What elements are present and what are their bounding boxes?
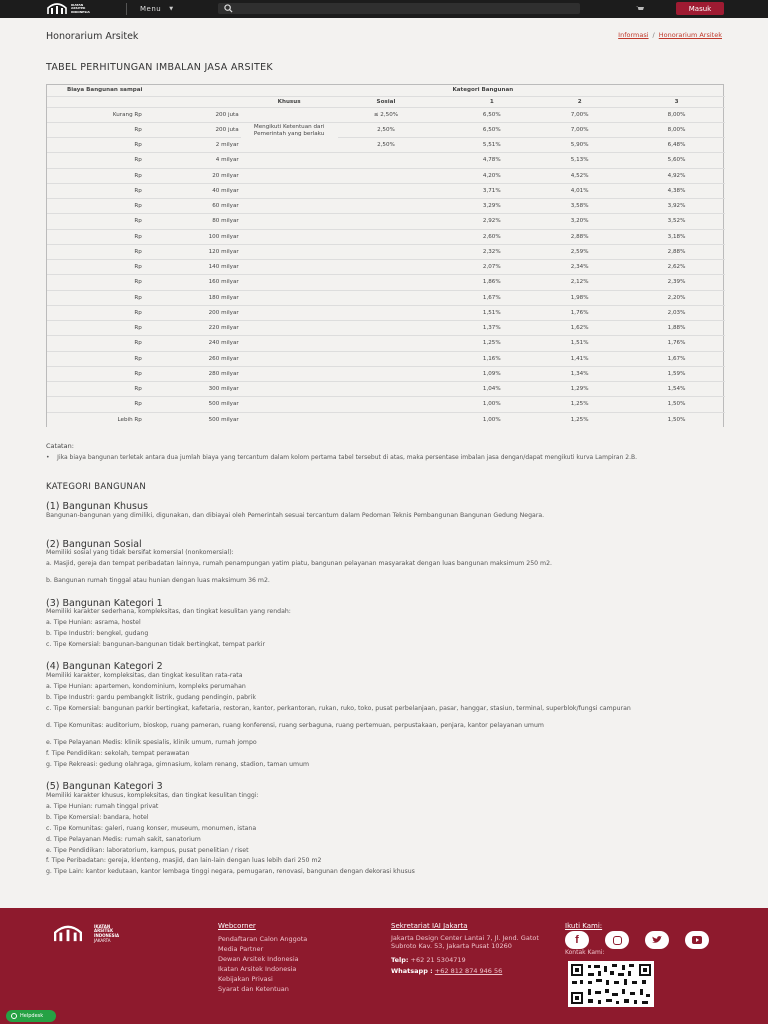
cell-khusus-empty [241, 183, 338, 198]
cell-kategori-2: 7,00% [531, 122, 628, 137]
footer-logo[interactable] [46, 924, 119, 944]
table-title: TABEL PERHITUNGAN IMBALAN JASA ARSITEK [46, 62, 273, 73]
cell-amount: 180 milyar [144, 290, 241, 305]
cell-kategori-2: 2,34% [531, 260, 628, 275]
cell-kategori-1: 5,51% [434, 138, 531, 153]
login-button[interactable]: Masuk [676, 2, 724, 15]
cell-kategori-2: 3,20% [531, 214, 628, 229]
cell-kategori-3: 3,52% [628, 214, 725, 229]
cell-kategori-3: 6,48% [628, 138, 725, 153]
cell-kategori-1: 1,25% [434, 336, 531, 351]
cell-prefix: Rp [47, 305, 144, 320]
list-item: a. Tipe Hunian: asrama, hostel [46, 619, 141, 626]
cell-kategori-2: 5,90% [531, 138, 628, 153]
subheader-empty [144, 96, 241, 107]
cell-kategori-3: 3,92% [628, 199, 725, 214]
table-body [47, 107, 725, 427]
cell-sosial: ≤ 2,50% [338, 107, 435, 122]
cell-prefix: Rp [47, 321, 144, 336]
breadcrumb-informasi[interactable]: Informasi [618, 31, 649, 39]
table-row [47, 214, 725, 229]
cell-amount: 240 milyar [144, 336, 241, 351]
table-row [47, 199, 725, 214]
cell-prefix: Rp [47, 397, 144, 412]
cell-kategori-1: 6,50% [434, 122, 531, 137]
cell-sosial: 2,50% [338, 122, 435, 137]
table-header-row [47, 85, 725, 96]
cell-khusus-empty [241, 351, 338, 366]
table-row [47, 260, 725, 275]
list-item: c. Tipe Komunitas: galeri, ruang konser, museum, monumen, istana [46, 825, 257, 832]
cell-kategori-1: 3,71% [434, 183, 531, 198]
table-row [47, 336, 725, 351]
col-khusus: Khusus [241, 96, 338, 107]
categories-title: KATEGORI BANGUNAN [46, 482, 146, 492]
cell-prefix: Rp [47, 382, 144, 397]
breadcrumb [618, 31, 722, 39]
facebook-icon[interactable]: f [565, 931, 589, 949]
cell-sosial [338, 412, 435, 427]
fee-table [47, 85, 725, 427]
list-item: b. Tipe Industri: gardu pembangkit listrik, gudang pendingin, pabrik [46, 694, 256, 701]
cell-kategori-1: 2,32% [434, 244, 531, 259]
cell-amount: 500 milyar [144, 412, 241, 427]
cell-khusus-empty [241, 244, 338, 259]
logo-line: ARSITEK [94, 928, 114, 934]
cell-amount: 80 milyar [144, 214, 241, 229]
contact-label: Kontak Kami: [565, 949, 605, 956]
cell-amount: 160 milyar [144, 275, 241, 290]
menu-label: Menu [140, 5, 162, 13]
iai-logo[interactable] [46, 2, 90, 16]
table-row [47, 382, 725, 397]
cell-amount: 200 juta [144, 122, 241, 137]
table-row [47, 305, 725, 320]
logo-line: INDONESIA [94, 933, 120, 938]
cell-kategori-3: 4,38% [628, 183, 725, 198]
heading-kategori-1: (3) Bangunan Kategori 1 [46, 598, 163, 609]
telp-label: Telp: [391, 956, 409, 964]
cell-khusus-empty [241, 275, 338, 290]
cell-kategori-3: 1,50% [628, 397, 725, 412]
cell-kategori-1: 1,37% [434, 321, 531, 336]
chevron-down-icon: ▼ [169, 6, 174, 12]
footer-link[interactable]: Ikatan Arsitek Indonesia [218, 965, 297, 973]
cell-prefix: Rp [47, 260, 144, 275]
cell-sosial [338, 168, 435, 183]
cell-khusus-empty [241, 229, 338, 244]
iai-logo-icon [46, 924, 90, 944]
cell-khusus-empty [241, 366, 338, 381]
sekretariat-title: Sekretariat IAI Jakarta [391, 922, 468, 930]
top-navbar [0, 0, 768, 18]
desc-kategori-3: Memiliki karakter khusus, kompleksitas, dan tingkat kesulitan tinggi: [46, 792, 259, 799]
list-item: c. Tipe Komersial: bangunan parkir bertingkat, kafetaria, restoran, kantor, perkantoran, rukan, ruko, toko, pusat perbelanjaan, pasar, hanggar, stasiun, terminal, superblok/fungsi campuran [46, 705, 631, 712]
cell-sosial [338, 183, 435, 198]
cell-prefix: Rp [47, 199, 144, 214]
qr-code [568, 961, 654, 1007]
cell-prefix: Kurang Rp [47, 107, 144, 122]
cell-khusus-empty [241, 382, 338, 397]
webcorner-column [218, 921, 307, 994]
cell-kategori-2: 2,12% [531, 275, 628, 290]
list-item: d. Tipe Komunitas: auditorium, bioskop, ruang pameran, ruang konferensi, ruang serbaguna, ruang pertemuan, perpustakaan, penjara, kantor pelayanan umum [46, 722, 544, 729]
header-biaya: Biaya Bangunan sampai [67, 87, 143, 94]
cell-kategori-3: 4,92% [628, 168, 725, 183]
cell-prefix: Rp [47, 275, 144, 290]
header-kategori: Kategori Bangunan [452, 87, 514, 94]
heading-sosial: (2) Bangunan Sosial [46, 539, 142, 550]
list-item: d. Tipe Pelayanan Medis: rumah sakit, sanatorium [46, 836, 201, 843]
whatsapp-link[interactable]: +62 812 874 946 56 [434, 967, 503, 975]
heading-khusus: (1) Bangunan Khusus [46, 501, 148, 512]
cell-kategori-3: 1,54% [628, 382, 725, 397]
fee-table-container [46, 84, 724, 427]
list-item: f. Tipe Peribadatan: gereja, klenteng, masjid, dan lain-lain dengan luas lebih dari 250 m2 [46, 857, 322, 864]
table-row [47, 244, 725, 259]
table-row [47, 183, 725, 198]
cell-prefix: Rp [47, 122, 144, 137]
nav-divider [126, 3, 127, 15]
cell-amount: 500 milyar [144, 397, 241, 412]
cell-sosial: 2,50% [338, 138, 435, 153]
cell-sosial [338, 397, 435, 412]
cell-sosial [338, 351, 435, 366]
table-row [47, 351, 725, 366]
logo-line: ARSITEK [71, 6, 86, 11]
table-row [47, 275, 725, 290]
cell-prefix: Rp [47, 366, 144, 381]
cell-khusus-empty [241, 305, 338, 320]
list-item: e. Tipe Pendidikan: laboratorium, kampus, pusat penelitian / riset [46, 847, 249, 854]
heading-kategori-2: (4) Bangunan Kategori 2 [46, 661, 163, 672]
cell-amount: 60 milyar [144, 199, 241, 214]
qr-code-image [568, 961, 654, 1007]
cell-kategori-1: 1,00% [434, 412, 531, 427]
list-item: g. Tipe Lain: kantor kedutaan, kantor lembaga tinggi negara, pemugaran, renovasi, bangunan dengan dekorasi khusus [46, 868, 415, 875]
cell-sosial [338, 382, 435, 397]
table-row [47, 138, 725, 153]
desc-kategori-1: Memiliki karakter sederhana, kompleksitas, dan tingkat kesulitan yang rendah: [46, 608, 291, 615]
cell-prefix: Rp [47, 351, 144, 366]
cell-kategori-3: 8,00% [628, 107, 725, 122]
cell-khusus-empty [241, 153, 338, 168]
logo-line: INDONESIA [71, 9, 90, 14]
cell-khusus-empty [241, 168, 338, 183]
cell-kategori-2: 1,41% [531, 351, 628, 366]
cell-kategori-3: 2,20% [628, 290, 725, 305]
list-item: a. Tipe Hunian: apartemen, kondominium, kompleks perumahan [46, 683, 246, 690]
cell-kategori-1: 4,20% [434, 168, 531, 183]
footer-link[interactable]: Media Partner [218, 945, 264, 953]
social-icons [565, 931, 709, 949]
cell-amount: 220 milyar [144, 321, 241, 336]
footer-logo-text [94, 925, 119, 943]
cell-kategori-3: 8,00% [628, 122, 725, 137]
cell-khusus-empty [241, 260, 338, 275]
table-row [47, 366, 725, 381]
list-item: f. Tipe Pendidikan: sekolah, tempat perawatan [46, 750, 190, 757]
logo-line: JAKARTA [94, 937, 111, 943]
sekretariat-address: Jakarta Design Center Lantai 7, Jl. Jend. Gatot Subroto Kav. 53, Jakarta Pusat 10260 [391, 934, 539, 950]
cell-kategori-3: 2,88% [628, 244, 725, 259]
col-kategori-3: 3 [628, 96, 725, 107]
table-row [47, 168, 725, 183]
desc-khusus: Bangunan-bangunan yang dimiliki, digunakan, dan dibiayai oleh Pemerintah sesuai tercantum dalam Pedoman Teknis Pembangunan Bangunan Gedung Negara. [46, 512, 545, 519]
cell-khusus-empty [241, 199, 338, 214]
whatsapp-icon [11, 1013, 17, 1019]
cell-kategori-1: 4,78% [434, 153, 531, 168]
cell-sosial [338, 199, 435, 214]
cell-prefix: Rp [47, 138, 144, 153]
follow-us-title: Ikuti Kami: [565, 922, 603, 930]
col-sosial: Sosial [338, 96, 435, 107]
breadcrumb-separator: / [652, 31, 655, 39]
cell-amount: 40 milyar [144, 183, 241, 198]
cell-kategori-2: 2,59% [531, 244, 628, 259]
cell-kategori-3: 2,62% [628, 260, 725, 275]
table-row [47, 290, 725, 305]
cell-kategori-3: 1,67% [628, 351, 725, 366]
cell-khusus-empty [241, 336, 338, 351]
table-row [47, 229, 725, 244]
cell-prefix: Rp [47, 183, 144, 198]
cell-sosial [338, 290, 435, 305]
table-row [47, 397, 725, 412]
notes-title: Catatan: [46, 442, 74, 450]
subheader-empty [47, 96, 144, 107]
cell-kategori-2: 1,25% [531, 397, 628, 412]
table-subheader-row [47, 96, 725, 107]
cell-amount: 200 milyar [144, 305, 241, 320]
logo-line: IKATAN [71, 3, 84, 8]
iai-logo-icon [46, 2, 68, 16]
cell-kategori-2: 1,51% [531, 336, 628, 351]
heading-kategori-3: (5) Bangunan Kategori 3 [46, 781, 163, 792]
cell-kategori-2: 1,34% [531, 366, 628, 381]
cell-kategori-1: 2,92% [434, 214, 531, 229]
cell-prefix: Rp [47, 168, 144, 183]
cell-sosial [338, 366, 435, 381]
cell-kategori-3: 2,39% [628, 275, 725, 290]
cell-kategori-2: 4,52% [531, 168, 628, 183]
logo-line: IKATAN [94, 923, 111, 929]
cell-kategori-3: 1,76% [628, 336, 725, 351]
youtube-icon[interactable] [685, 931, 709, 949]
list-item: c. Tipe Komersial: bangunan-bangunan tidak bertingkat, tempat parkir [46, 641, 266, 648]
list-item: a. Masjid, gereja dan tempat peribadatan lainnya, rumah penampungan yatim piatu, bangunan pelayanan masyarakat dengan luas bangunan maksimum 250 m2. [46, 560, 552, 567]
search-icon [224, 4, 233, 13]
footer-link[interactable]: Pendaftaran Calon Anggota [218, 935, 308, 943]
cell-kategori-2: 1,98% [531, 290, 628, 305]
col-kategori-2: 2 [531, 96, 628, 107]
cell-kategori-2: 2,88% [531, 229, 628, 244]
cell-khusus-empty [241, 397, 338, 412]
desc-sosial: Memiliki sosial yang tidak bersifat komersial (nonkomersial): [46, 549, 234, 556]
cell-kategori-1: 6,50% [434, 107, 531, 122]
footer-link[interactable]: Dewan Arsitek Indonesia [218, 955, 299, 963]
table-row [47, 412, 725, 427]
cell-amount: 140 milyar [144, 260, 241, 275]
webcorner-title: Webcorner [218, 922, 256, 930]
cell-kategori-3: 5,60% [628, 153, 725, 168]
cell-kategori-1: 2,07% [434, 260, 531, 275]
table-row [47, 122, 725, 137]
cell-kategori-1: 1,51% [434, 305, 531, 320]
cell-prefix: Rp [47, 229, 144, 244]
cell-prefix: Lebih Rp [47, 412, 144, 427]
cell-sosial [338, 153, 435, 168]
cell-prefix: Rp [47, 153, 144, 168]
cell-kategori-2: 3,58% [531, 199, 628, 214]
list-item: b. Tipe Komersial: bandara, hotel [46, 814, 149, 821]
footer [0, 908, 768, 1024]
list-item: a. Tipe Hunian: rumah tinggal privat [46, 803, 159, 810]
list-item: b. Tipe Industri: bengkel, gudang [46, 630, 149, 637]
cell-sosial [338, 275, 435, 290]
telp-line [391, 955, 541, 965]
logo-text [71, 4, 90, 14]
cell-prefix: Rp [47, 336, 144, 351]
cell-sosial [338, 336, 435, 351]
instagram-icon[interactable] [605, 931, 629, 949]
cell-sosial [338, 244, 435, 259]
cell-kategori-1: 1,04% [434, 382, 531, 397]
notes-text: • Jika biaya bangunan terletak antara dua jumlah biaya yang tercantum dalam kolom pertama tabel tersebut di atas, maka persentase imbalan jasa dengan/dapat mengikuti kurva Lampiran 2.B. [46, 454, 638, 461]
cell-kategori-3: 2,03% [628, 305, 725, 320]
cell-sosial [338, 229, 435, 244]
cart-icon[interactable] [636, 5, 644, 11]
telp-value[interactable]: +62 21 5304719 [410, 956, 466, 964]
whatsapp-line [391, 966, 541, 976]
cell-kategori-1: 1,16% [434, 351, 531, 366]
cell-kategori-2: 1,76% [531, 305, 628, 320]
cell-amount: 260 milyar [144, 351, 241, 366]
cell-amount: 280 milyar [144, 366, 241, 381]
cell-kategori-3: 3,18% [628, 229, 725, 244]
cell-khusus-empty [241, 107, 338, 122]
cell-amount: 300 milyar [144, 382, 241, 397]
cell-prefix: Rp [47, 214, 144, 229]
cell-khusus-empty [241, 321, 338, 336]
table-row [47, 321, 725, 336]
cell-khusus-empty [241, 412, 338, 427]
cell-kategori-3: 1,88% [628, 321, 725, 336]
cell-kategori-2: 1,29% [531, 382, 628, 397]
cell-prefix: Rp [47, 290, 144, 305]
breadcrumb-current[interactable]: Honorarium Arsitek [658, 31, 722, 39]
cell-khusus-empty [241, 290, 338, 305]
cell-sosial [338, 321, 435, 336]
list-item: e. Tipe Pelayanan Medis: klinik spesialis, klinik umum, rumah jompo [46, 739, 257, 746]
cell-sosial [338, 214, 435, 229]
helpdesk-label: Helpdesk [20, 1013, 44, 1019]
cell-khusus: Mengikuti Ketentuan dari Pemerintah yang berlaku [241, 122, 338, 153]
col-kategori-1: 1 [434, 96, 531, 107]
cell-kategori-2: 7,00% [531, 107, 628, 122]
footer-link[interactable]: Syarat dan Ketentuan [218, 985, 289, 993]
cell-amount: 2 milyar [144, 138, 241, 153]
cell-sosial [338, 260, 435, 275]
cell-kategori-1: 1,86% [434, 275, 531, 290]
sekretariat-column [391, 921, 541, 976]
cell-khusus-empty [241, 214, 338, 229]
cell-kategori-1: 3,29% [434, 199, 531, 214]
cell-kategori-1: 1,67% [434, 290, 531, 305]
list-item: b. Bangunan rumah tinggal atau hunian dengan luas maksimum 36 m2. [46, 577, 270, 584]
footer-link[interactable]: Kebijakan Privasi [218, 975, 273, 983]
search-input[interactable] [218, 3, 580, 14]
cell-kategori-2: 4,01% [531, 183, 628, 198]
cell-kategori-2: 1,25% [531, 412, 628, 427]
desc-kategori-2: Memiliki karakter, kompleksitas, dan tingkat kesulitan rata-rata [46, 672, 243, 679]
twitter-icon[interactable] [645, 931, 669, 949]
menu-button[interactable] [140, 3, 174, 15]
helpdesk-button[interactable] [6, 1010, 56, 1022]
cell-kategori-1: 1,00% [434, 397, 531, 412]
cell-kategori-1: 1,09% [434, 366, 531, 381]
page-title: Honorarium Arsitek [46, 31, 139, 42]
cell-amount: 4 milyar [144, 153, 241, 168]
cell-amount: 200 juta [144, 107, 241, 122]
cell-kategori-3: 1,50% [628, 412, 725, 427]
cell-amount: 120 milyar [144, 244, 241, 259]
table-row [47, 153, 725, 168]
notes-body: Jika biaya bangunan terletak antara dua jumlah biaya yang tercantum dalam kolom pertama tabel tersebut di atas, maka persentase imbalan jasa dengan/dapat mengikuti kurva Lampiran 2.B. [57, 454, 638, 461]
cell-kategori-3: 1,59% [628, 366, 725, 381]
table-row [47, 107, 725, 122]
cell-kategori-2: 5,13% [531, 153, 628, 168]
whatsapp-label: Whatsapp : [391, 967, 433, 975]
cell-kategori-2: 1,62% [531, 321, 628, 336]
cell-prefix: Rp [47, 244, 144, 259]
list-item: g. Tipe Rekreasi: gedung olahraga, gimnasium, kolam renang, stadion, taman umum [46, 761, 310, 768]
cell-amount: 100 milyar [144, 229, 241, 244]
cell-amount: 20 milyar [144, 168, 241, 183]
cell-kategori-1: 2,60% [434, 229, 531, 244]
cell-sosial [338, 305, 435, 320]
